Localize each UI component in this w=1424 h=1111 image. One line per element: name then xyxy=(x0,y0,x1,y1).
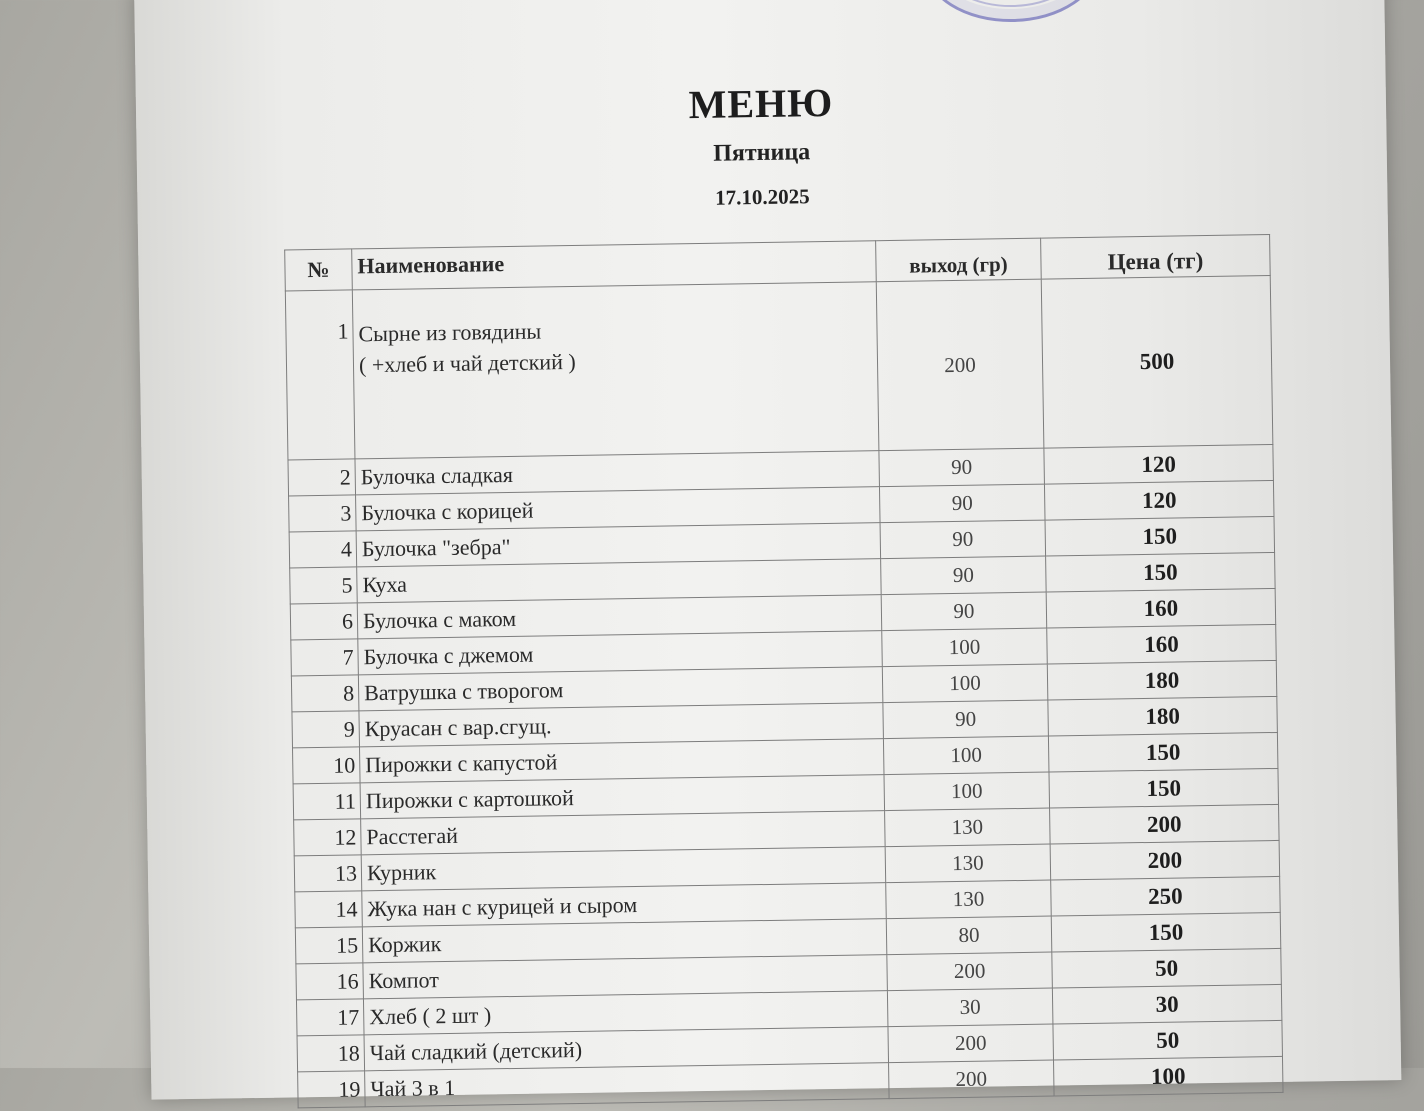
row-output: 130 xyxy=(886,880,1052,919)
menu-date: 17.10.2025 xyxy=(714,184,810,210)
row-number: 1 xyxy=(285,290,355,460)
menu-table xyxy=(284,234,1283,1108)
row-price: 50 xyxy=(1053,1020,1283,1060)
row-price: 150 xyxy=(1048,732,1278,772)
row-price: 50 xyxy=(1052,948,1282,988)
row-output: 100 xyxy=(882,628,1048,667)
row-number: 2 xyxy=(288,459,356,496)
row-number: 18 xyxy=(297,1035,365,1072)
row-output: 80 xyxy=(886,916,1052,955)
row-name: Круасан с вар.сгущ. xyxy=(359,703,884,747)
row-number: 10 xyxy=(293,747,361,784)
row-number: 19 xyxy=(298,1071,366,1108)
row-number: 7 xyxy=(291,639,359,676)
row-number: 3 xyxy=(289,495,357,532)
row-output: 130 xyxy=(885,844,1051,883)
row-price: 150 xyxy=(1046,552,1276,592)
row-output: 200 xyxy=(887,952,1053,991)
menu-sheet xyxy=(134,0,1401,1100)
row-price: 120 xyxy=(1044,480,1274,520)
row-number: 6 xyxy=(290,603,358,640)
row-name: Ватрушка с творогом xyxy=(358,667,883,711)
row-output: 90 xyxy=(879,484,1045,523)
row-price: 200 xyxy=(1050,804,1280,844)
row-name: Булочка с джемом xyxy=(358,631,883,675)
row-number: 17 xyxy=(296,999,364,1036)
row-number: 4 xyxy=(289,531,357,568)
row-price: 250 xyxy=(1051,876,1281,916)
row-output: 100 xyxy=(883,736,1049,775)
row-name: Чай 3 в 1 xyxy=(365,1063,890,1107)
day-of-week: Пятница xyxy=(713,139,811,167)
row-number: 16 xyxy=(296,963,364,1000)
row-price: 160 xyxy=(1046,588,1276,628)
header-price: Цена (тг) xyxy=(1041,235,1271,280)
row-name: Чай сладкий (детский) xyxy=(364,1027,889,1071)
header-name: Наименование xyxy=(352,241,877,290)
row-output: 200 xyxy=(888,1024,1054,1063)
row-output: 90 xyxy=(881,592,1047,631)
official-stamp xyxy=(923,0,1101,23)
row-price: 150 xyxy=(1045,516,1275,556)
page-title: МЕНЮ xyxy=(688,79,834,128)
row-number: 11 xyxy=(293,783,361,820)
row-name-line: ( +хлеб и чай детский ) xyxy=(358,348,576,378)
row-name: Компот xyxy=(363,955,888,999)
row-name: Пирожки с капустой xyxy=(359,739,884,783)
table-row xyxy=(285,276,1273,460)
row-price: 200 xyxy=(1050,840,1280,880)
header-output: выход (гр) xyxy=(876,238,1042,282)
row-price: 150 xyxy=(1051,912,1281,952)
row-number: 14 xyxy=(295,891,363,928)
row-price: 180 xyxy=(1048,696,1278,736)
row-price: 100 xyxy=(1054,1056,1284,1096)
row-name-line: Сырне из говядины xyxy=(358,318,542,347)
row-output: 90 xyxy=(883,700,1049,739)
row-output: 90 xyxy=(880,520,1046,559)
row-number: 8 xyxy=(291,675,359,712)
row-price: 30 xyxy=(1052,984,1282,1024)
row-output: 100 xyxy=(882,664,1048,703)
row-number: 9 xyxy=(292,711,360,748)
row-name: Булочка "зебра" xyxy=(356,523,881,567)
row-name: Булочка сладкая xyxy=(355,451,880,495)
row-output: 200 xyxy=(876,279,1044,451)
row-price: 180 xyxy=(1047,660,1277,700)
row-price: 150 xyxy=(1049,768,1279,808)
row-name: Коржик xyxy=(362,919,887,963)
row-name: Булочка с корицей xyxy=(356,487,881,531)
row-name: Хлеб ( 2 шт ) xyxy=(363,991,888,1035)
row-name: Куха xyxy=(357,559,882,603)
row-name: Пирожки с картошкой xyxy=(360,775,885,819)
row-name: Булочка с маком xyxy=(357,595,882,639)
row-number: 5 xyxy=(290,567,358,604)
row-output: 90 xyxy=(879,448,1045,487)
row-name xyxy=(352,282,879,459)
row-number: 15 xyxy=(295,927,363,964)
row-name: Курник xyxy=(361,847,886,891)
row-output: 90 xyxy=(881,556,1047,595)
row-output: 100 xyxy=(884,772,1050,811)
row-price: 120 xyxy=(1044,444,1274,484)
row-output: 200 xyxy=(889,1060,1055,1099)
row-output: 30 xyxy=(887,988,1053,1027)
row-number: 12 xyxy=(294,819,362,856)
row-name: Жука нан с курицей и сыром xyxy=(362,883,887,927)
row-price: 500 xyxy=(1041,276,1273,449)
row-number: 13 xyxy=(294,855,362,892)
row-price: 160 xyxy=(1047,624,1277,664)
row-name: Расстегай xyxy=(361,811,886,855)
row-output: 130 xyxy=(885,808,1051,847)
header-number: № xyxy=(285,249,353,291)
